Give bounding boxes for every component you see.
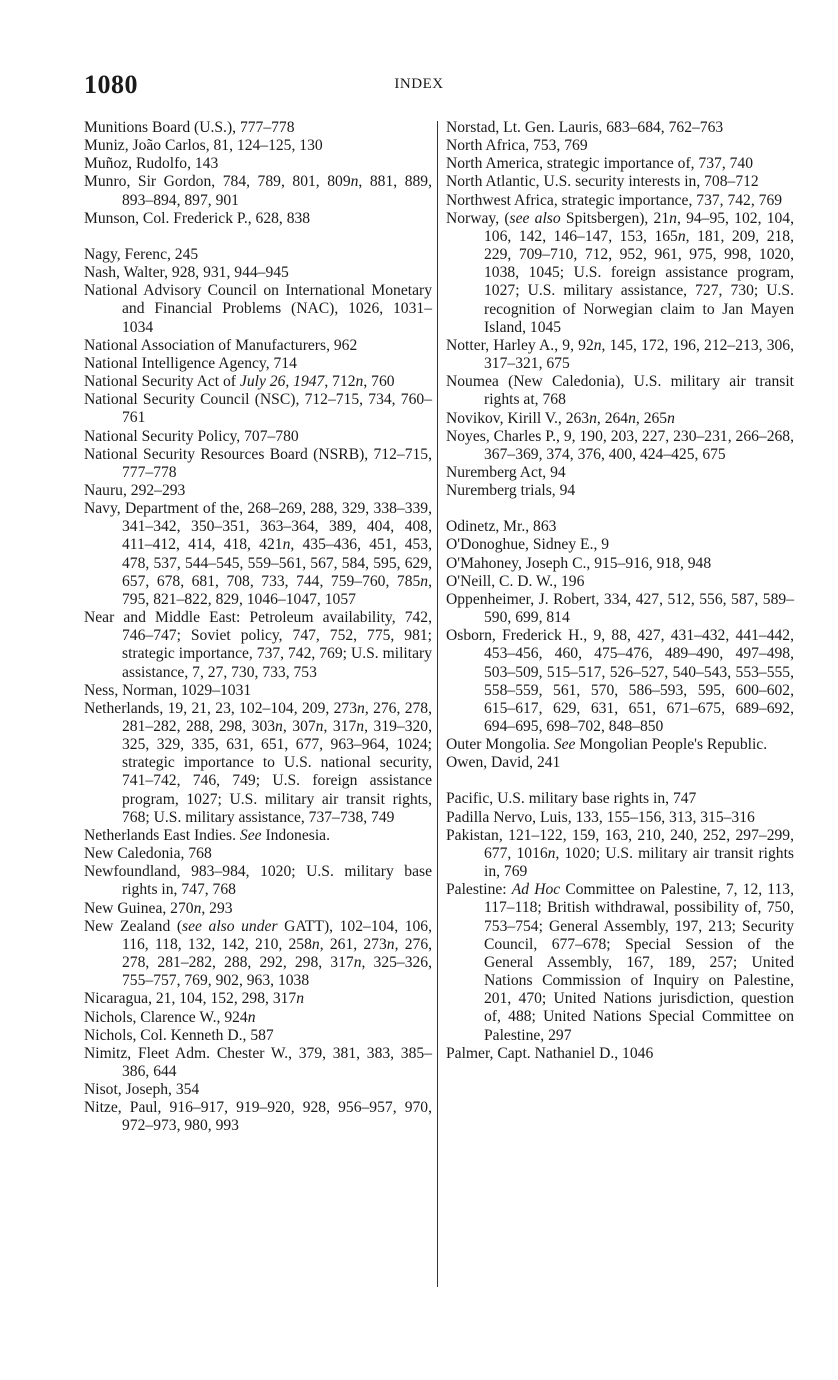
index-entry: Muñoz, Rudolfo, 143: [84, 155, 219, 173]
index-entry: Nisot, Joseph, 354: [84, 1081, 200, 1099]
index-left-column: [84, 119, 432, 1136]
index-entry: Nash, Walter, 928, 931, 944–945: [84, 264, 289, 282]
index-entry: Netherlands, 19, 21, 23, 102–104, 209, 273n, 276, 278, 281–282, 288, 298, 303n, 307n, 317n, 319–320, 325, 329, 335, 631, 651, 677, 963–964, 1024; strategic importance to U.S. national security, 741–742, 746, 749; U.S. foreign assistance program, 1027; U.S. military air transit rights, 768; U.S. military assistance, 737–738, 749: [84, 699, 433, 826]
index-entry: New Zealand (see also under GATT), 102–104, 106, 116, 118, 132, 142, 210, 258n, 261, 273n, 276, 278, 281–282, 288, 292, 298, 317n, 325–326, 755–757, 769, 902, 963, 1038: [84, 917, 433, 990]
letter-section-gap: [446, 500, 794, 518]
index-entry: Munitions Board (U.S.), 777–778: [84, 119, 295, 136]
index-entry: Novikov, Kirill V., 263n, 264n, 265n: [446, 409, 675, 427]
index-entry: Notter, Harley A., 9, 92n, 145, 172, 196, 212–213, 306, 317–321, 675: [446, 336, 794, 373]
index-entry: National Security Council (NSC), 712–715, 734, 760–761: [84, 391, 432, 427]
index-entry: New Caledonia, 768: [84, 845, 212, 863]
index-entry: Navy, Department of the, 268–269, 288, 329, 338–339, 341–342, 350–351, 363–364, 389, 404, 408, 411–412, 414, 418, 421n, 435–436, 451, 453, 478, 537, 544–545, 559–561, 567, 584, 595, 629, 657, 678, 681, 708, 733, 744, 759–760, 785n, 795, 821–822, 829, 1046–1047, 1057: [84, 500, 433, 608]
index-entry: National Association of Manufacturers, 962: [84, 336, 358, 354]
index-entry: O'Donoghue, Sidney E., 9: [446, 536, 610, 554]
index-entry: National Security Act of July 26, 1947, 712n, 760: [84, 373, 395, 391]
index-entry: Northwest Africa, strategic importance, 737, 742, 769: [446, 191, 783, 209]
index-entry: National Security Resources Board (NSRB), 712–715, 777–778: [84, 445, 432, 481]
index-entry: Nichols, Clarence W., 924n: [84, 1008, 256, 1026]
index-entry: Near and Middle East: Petroleum availability, 742, 746–747; Soviet policy, 747, 752, 775, 981; strategic importance, 737, 742, 769; U.S. military assistance, 7, 27, 730, 733, 753: [84, 609, 432, 681]
index-entry: Norway, (see also Spitsbergen), 21n, 94–95, 102, 104, 106, 142, 146–147, 153, 165n, 181, 209, 218, 229, 709–710, 712, 952, 961, 975, 998, 1020, 1038, 1045; U.S. foreign assistance program, 1027; U.S. military assistance, 727, 730; U.S. recognition of Norwegian claim to Jan Mayen Island, 1045: [446, 209, 795, 336]
index-entry: Oppenheimer, J. Robert, 334, 427, 512, 556, 587, 589–590, 699, 814: [446, 590, 794, 627]
index-entry: Noyes, Charles P., 9, 190, 203, 227, 230–231, 266–268, 367–369, 374, 376, 400, 424–425, 675: [446, 427, 794, 463]
index-entry: North Africa, 753, 769: [446, 137, 588, 155]
index-entry: Outer Mongolia. See Mongolian People's Republic.: [446, 736, 768, 754]
index-entry: Muniz, João Carlos, 81, 124–125, 130: [84, 137, 323, 155]
index-entry: Nagy, Ferenc, 245: [84, 245, 199, 263]
index-entry: Netherlands East Indies. See Indonesia.: [84, 826, 330, 844]
index-entry: Nicaragua, 21, 104, 152, 298, 317n: [84, 990, 305, 1008]
page-number: 1080: [84, 70, 138, 99]
index-right-column: [446, 119, 794, 1063]
index-entry: Padilla Nervo, Luis, 133, 155–156, 313, 315–316: [446, 808, 755, 826]
index-entry: Newfoundland, 983–984, 1020; U.S. military base rights in, 747, 768: [84, 863, 432, 899]
index-entry: National Advisory Council on International Monetary and Financial Problems (NAC), 1026, 1031–1034: [84, 282, 432, 336]
index-entry: Pakistan, 121–122, 159, 163, 210, 240, 252, 297–299, 677, 1016n, 1020; U.S. military air transit rights in, 769: [446, 826, 794, 881]
index-entry: Munro, Sir Gordon, 784, 789, 801, 809n, 881, 889, 893–894, 897, 901: [84, 173, 432, 209]
index-entry: O'Mahoney, Joseph C., 915–916, 918, 948: [446, 554, 712, 572]
index-entry: Nuremberg trials, 94: [446, 482, 576, 500]
column-divider: [437, 121, 438, 1287]
index-entry: North America, strategic importance of, 737, 740: [446, 155, 754, 173]
index-entry: Owen, David, 241: [446, 754, 561, 772]
index-entry: Osborn, Frederick H., 9, 88, 427, 431–432, 441–442, 453–456, 460, 475–476, 489–490, 497–498, 503–509, 515–517, 526–527, 540–543, 553–555, 558–559, 561, 570, 586–593, 595, 600–602, 615–617, 629, 631, 651, 671–675, 689–692, 694–695, 698–702, 848–850: [446, 627, 794, 735]
index-entry: Norstad, Lt. Gen. Lauris, 683–684, 762–763: [446, 119, 724, 136]
index-entry: Palestine: Ad Hoc Committee on Palestine, 7, 12, 113, 117–118; British withdrawal, possibility of, 750, 753–754; General Assembly, 197, 213; Security Council, 677–678; Special Session of the General Assembly, 167, 189, 257; United Nations Commission of Inquiry on Palestine, 201, 470; United Nations jurisdiction, question of, 488; United Nations Special Committee on Palestine, 297: [446, 881, 794, 1044]
letter-section-gap: [84, 228, 432, 246]
index-entry: Palmer, Capt. Nathaniel D., 1046: [446, 1044, 654, 1062]
index-entry: National Security Policy, 707–780: [84, 427, 299, 445]
index-entry: Ness, Norman, 1029–1031: [84, 681, 252, 699]
index-entry: National Intelligence Agency, 714: [84, 354, 297, 372]
running-head: INDEX: [394, 76, 444, 92]
index-entry: Nauru, 292–293: [84, 481, 186, 499]
index-entry: Munson, Col. Frederick P., 628, 838: [84, 209, 311, 227]
index-entry: Noumea (New Caledonia), U.S. military air transit rights at, 768: [446, 373, 794, 409]
index-entry: Nichols, Col. Kenneth D., 587: [84, 1026, 274, 1044]
index-entry: O'Neill, C. D. W., 196: [446, 572, 585, 590]
index-entry: Nitze, Paul, 916–917, 919–920, 928, 956–957, 970, 972–973, 980, 993: [84, 1099, 432, 1135]
letter-section-gap: [446, 772, 794, 790]
index-entry: Nimitz, Fleet Adm. Chester W., 379, 381, 383, 385–386, 644: [84, 1044, 432, 1080]
index-entry: New Guinea, 270n, 293: [84, 899, 233, 917]
index-entry: North Atlantic, U.S. security interests in, 708–712: [446, 173, 759, 191]
index-entry: Nuremberg Act, 94: [446, 463, 566, 481]
index-entry: Odinetz, Mr., 863: [446, 518, 557, 536]
index-entry: Pacific, U.S. military base rights in, 747: [446, 790, 697, 808]
